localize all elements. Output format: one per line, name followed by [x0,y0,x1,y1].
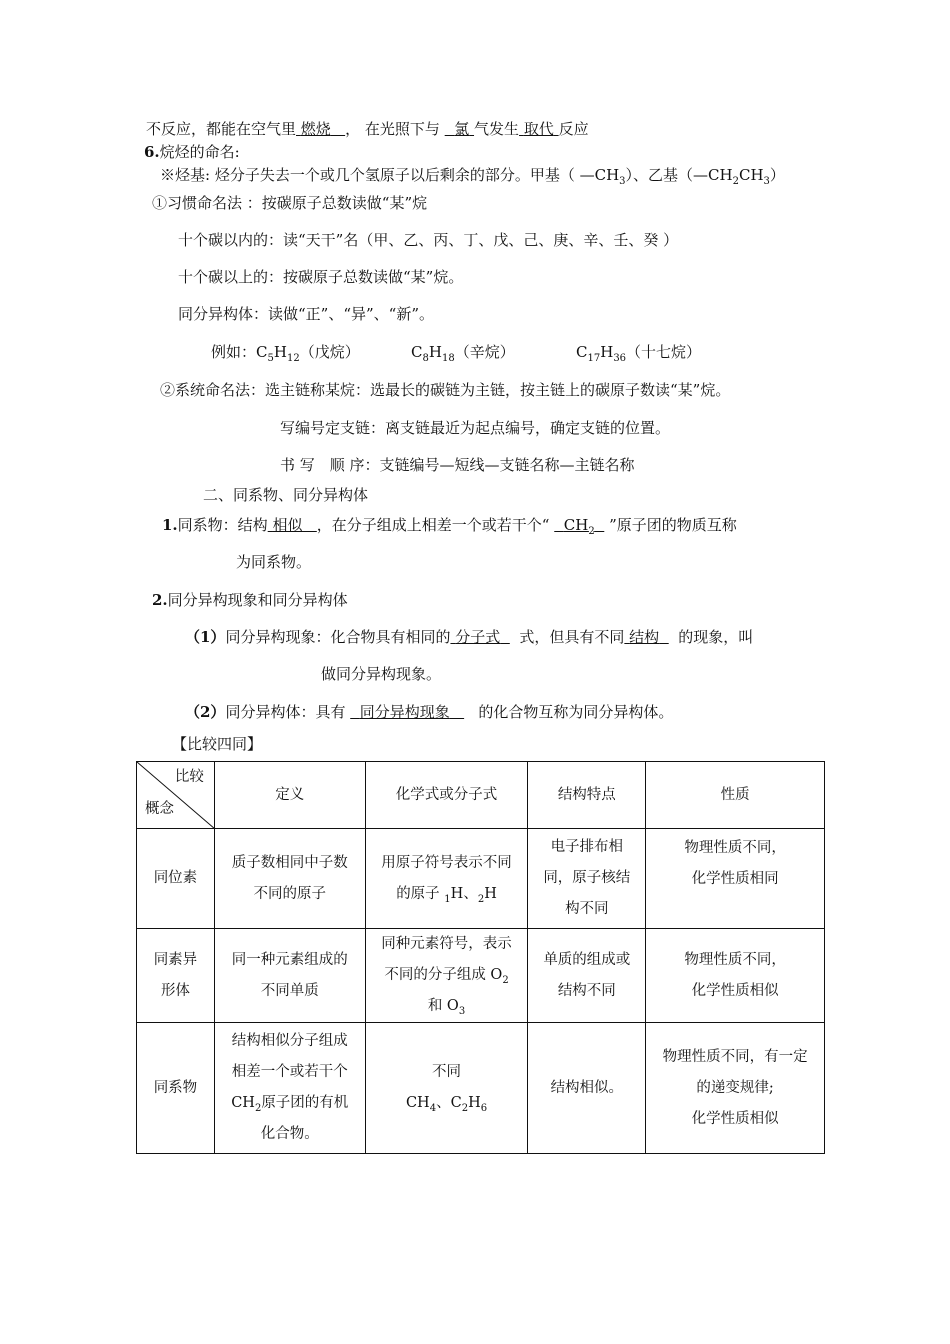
cell-property: 物理性质不同， 化学性质相似 [646,929,825,1023]
line-over-ten: 十个碳以上的：按碳原子总数读做“某”烷。 [178,268,464,286]
cell-structure: 结构相似。 [528,1023,646,1154]
line-isomerism: （1）同分异构现象：化合物具有相同的 分子式 式，但具有不同 结构 的现象，叫 [185,628,754,646]
text: 反应 [558,120,589,138]
table-row [137,1023,825,1154]
line-examples: 例如：$C_5H_{12}$（戊烷） [211,343,360,364]
cell-formula: 不同 $CH_4$、$C_2H_6$ [365,1023,528,1154]
text: ， 在光照下与 [345,120,440,138]
line-isomer-def: （2）同分异构体：具有 同分异构现象 的化合物互称为同分异构体。 [185,703,674,721]
compare-title: 【比较四同】 [172,735,263,753]
heading-isomer: 2.同分异构现象和同分异构体 [152,591,348,609]
line-order: 书 写 顺 序：支链编号—短线—支链名称—主链名称 [280,456,635,474]
line-homolog: 1.同系物：结构 相似 ，在分子组成上相差一个或若干个“ $CH_2$ ”原子团的物质互称 [162,516,737,537]
header-cell: 结构特点 [528,762,646,829]
example-heptadecane: $C_{17}H_{36}$（十七烷） [576,343,702,364]
cell-definition: 同一种元素组成的 不同单质 [214,929,365,1023]
section-2-heading: 二、同系物、同分异构体 [203,486,369,504]
cell-property: 物理性质不同，有一定 的递变规律; 化学性质相似 [646,1023,825,1154]
cell-structure: 电子排布相 同，原子核结 构不同 [528,829,646,929]
row-name: 同素异 形体 [137,929,215,1023]
blank-lv: 氯 [454,120,470,138]
line-homolog-cont: 为同系物。 [236,553,312,571]
cell-definition: 质子数相同中子数 不同的原子 [214,829,365,929]
line-isomerism-cont: 做同分异构现象。 [321,665,442,683]
blank-ranshao: 燃烧 [300,120,331,138]
row-name: 同位素 [137,829,215,929]
row-name: 同系物 [137,1023,215,1154]
corner-bottom-label: 概念 [145,801,174,817]
blank-qudai: 取代 [523,120,554,138]
table-row [137,829,825,929]
line-1 [146,119,589,139]
cell-definition: 结构相似分子组成 相差一个或若干个 $CH_2$原子团的有机 化合物。 [214,1023,365,1154]
corner-top-label: 比较 [174,769,204,785]
line-under-ten: 十个碳以内的：读“天干”名（甲、乙、丙、丁、戊、己、庚、辛、壬、癸 ） [178,231,679,249]
line-common-naming: ①习惯命名法 ：按碳原子总数读做“某”烷 [152,194,428,212]
header-cell: 定义 [214,762,365,829]
text: 气发生 [474,120,520,138]
corner-cell [137,762,215,829]
header-cell: 性质 [646,762,825,829]
example-octane: $C_8H_{18}$（辛烷） [411,343,515,364]
cell-structure: 单质的组成或 结构不同 [528,929,646,1023]
cell-formula: 同种元素符号，表示 不同的分子组成 $O_2$ 和 $O_3$ [365,929,528,1023]
line-systematic: ②系统命名法：选主链称某烷：选最长的碳链为主链，按主链上的碳原子数读“某”烷。 [160,381,731,399]
cell-property: 物理性质不同， 化学性质相同 [646,829,825,929]
table-row [137,929,825,1023]
line-numbering: 写编号定支链：离支链最近为起点编号，确定支链的位置。 [280,419,671,437]
comparison-table [136,761,825,1154]
text: 不反应，都能在空气里 [146,120,297,138]
line-isomer-naming: 同分异构体：读做“正”、“异”、“新”。 [178,305,435,323]
header-cell: 化学式或分子式 [365,762,528,829]
line-hydrocarbyl: ※烃基: 烃分子失去一个或几个氢原子以后剩余的部分。甲基（ $—CH_3$）、乙基$(—CH_2CH_3)$ [160,166,785,187]
table-header-row [137,762,825,829]
cell-formula: 用原子符号表示不同 的原子 $_1$H、$_2$H [365,829,528,929]
heading-6: 6.烷烃的命名: [144,143,240,161]
